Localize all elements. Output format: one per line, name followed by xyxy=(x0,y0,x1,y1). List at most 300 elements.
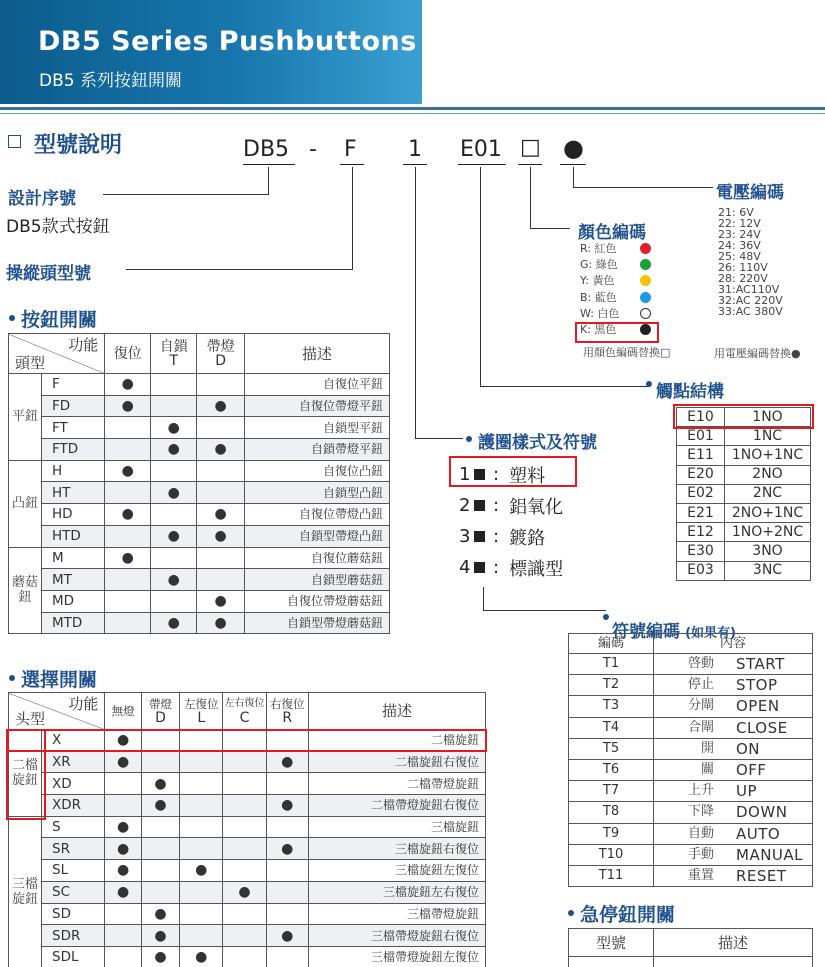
title-zh: DB5 系列按鈕開關 xyxy=(39,71,182,91)
header-col xyxy=(308,693,485,730)
row-mark xyxy=(223,903,266,925)
underline xyxy=(518,164,542,165)
contact-desc: 1NO+2NC xyxy=(725,523,811,542)
connector xyxy=(126,269,353,270)
voltage-item: 25: 48V xyxy=(718,250,761,263)
symbol-en: DOWN xyxy=(736,803,788,822)
row-code: MD xyxy=(42,590,105,612)
row-code: XDR xyxy=(42,795,105,817)
row-code: H xyxy=(42,460,105,482)
contact-desc: 3NC xyxy=(725,561,811,580)
color-item-label: K: 黑色 xyxy=(580,322,617,336)
row-code: SDL xyxy=(42,946,105,967)
row-desc: 二檔旋鈕右復位 xyxy=(308,751,485,773)
symbol-en: RESET xyxy=(736,866,787,885)
row-code: F xyxy=(42,374,105,396)
symbol-title-note: (如果有) xyxy=(685,626,736,641)
row-mark: ● xyxy=(105,816,141,838)
header-corner xyxy=(9,334,105,374)
connector xyxy=(573,167,574,188)
contact-table xyxy=(676,407,811,581)
row-mark: ● xyxy=(223,881,266,903)
row-mark xyxy=(223,751,266,773)
highlight-box xyxy=(449,456,577,487)
symbol-content xyxy=(654,738,813,759)
row-desc: 二檔帶燈旋鈕 xyxy=(308,773,485,795)
table-row xyxy=(569,717,813,738)
table-row xyxy=(569,865,813,886)
row-mark: ● xyxy=(151,417,197,439)
row-mark: ● xyxy=(197,612,245,634)
table-row xyxy=(677,446,811,465)
row-mark xyxy=(180,881,223,903)
row-desc: 自復位帶燈平鈕 xyxy=(245,395,390,417)
symbol-content xyxy=(654,865,813,886)
header-col-sub: R xyxy=(282,710,293,726)
table-row xyxy=(677,542,811,561)
voltage-item: 26: 110V xyxy=(718,261,768,274)
header-col xyxy=(151,334,197,374)
voltage-note: 用電壓編碼替換● xyxy=(714,347,801,360)
table-row xyxy=(9,525,390,547)
table-row xyxy=(9,374,390,396)
contact-code: E03 xyxy=(677,561,725,580)
row-code: XD xyxy=(42,773,105,795)
row-mark xyxy=(151,590,197,612)
row-mark: ● xyxy=(105,730,141,752)
symbol-content xyxy=(654,717,813,738)
contact-label: 觸點結構 xyxy=(656,382,724,402)
table-row xyxy=(9,460,390,482)
model-part-head: F xyxy=(344,137,357,162)
row-mark xyxy=(180,816,223,838)
row-desc: 三檔旋鈕左右復位 xyxy=(308,881,485,903)
row-mark xyxy=(105,590,151,612)
row-mark xyxy=(151,395,197,417)
contact-desc: 3NO xyxy=(725,542,811,561)
symbol-content xyxy=(654,823,813,844)
table-row xyxy=(9,946,486,967)
row-desc: 自鎖型帶燈蘑菇鈕 xyxy=(245,612,390,634)
connector xyxy=(415,438,463,439)
bullet-icon xyxy=(568,910,574,916)
row-mark xyxy=(105,925,141,947)
estop-col-model: 型號 xyxy=(569,929,654,957)
contact-code: E11 xyxy=(677,446,725,465)
table-row xyxy=(569,802,813,823)
symbol-content xyxy=(654,802,813,823)
color-dot-icon xyxy=(640,243,651,254)
voltage-item: 23: 24V xyxy=(718,228,761,241)
symbol-code: T1 xyxy=(569,654,654,675)
header-col-label: 右復位 xyxy=(270,697,305,711)
contact-code: E10 xyxy=(677,408,725,427)
header-type: 頭型 xyxy=(15,354,46,372)
row-mark xyxy=(223,773,266,795)
symbol-content xyxy=(654,844,813,865)
group-label-text: 二檔旋鈕 xyxy=(11,757,38,788)
connector xyxy=(103,194,269,195)
header-type: 头型 xyxy=(15,710,46,728)
symbol-zh: 手動 xyxy=(687,846,714,862)
row-desc: 自復位帶燈凸鈕 xyxy=(245,504,390,526)
row-mark: ● xyxy=(180,860,223,882)
row-mark: ● xyxy=(105,395,151,417)
table-row xyxy=(677,484,811,503)
connector xyxy=(268,167,269,195)
row-mark xyxy=(266,860,308,882)
row-mark: ● xyxy=(141,773,179,795)
color-item xyxy=(580,257,660,273)
header-col-sub: D xyxy=(155,710,166,726)
row-mark: ● xyxy=(105,374,151,396)
table-row xyxy=(9,547,390,569)
bezel-num: 3 xyxy=(459,526,471,547)
underline xyxy=(458,164,506,165)
row-mark xyxy=(266,773,308,795)
symbol-zh: 開 xyxy=(700,740,714,756)
row-mark xyxy=(105,795,141,817)
bezel-text: 標識型 xyxy=(509,558,564,580)
row-desc: 自復位平鈕 xyxy=(245,374,390,396)
symbol-col-code: 編碼 xyxy=(569,634,654,654)
row-mark xyxy=(180,838,223,860)
bezel-sep: : xyxy=(493,495,500,516)
group-label xyxy=(9,460,42,547)
design-series-desc: DB5款式按鈕 xyxy=(6,217,110,237)
row-mark xyxy=(141,881,179,903)
row-mark xyxy=(105,482,151,504)
row-mark xyxy=(105,569,151,591)
voltage-item: 22: 12V xyxy=(718,217,761,230)
color-dot-icon xyxy=(640,275,651,286)
contact-desc: 2NC xyxy=(725,484,811,503)
row-mark xyxy=(197,374,245,396)
table-row xyxy=(9,903,486,925)
group-label xyxy=(9,547,42,634)
estop-cell xyxy=(654,957,813,967)
header-func: 功能 xyxy=(68,336,99,354)
divider xyxy=(0,113,825,114)
table-row xyxy=(677,523,811,542)
row-mark xyxy=(223,838,266,860)
row-mark xyxy=(105,439,151,461)
row-code: HD xyxy=(42,504,105,526)
title-en: DB5 Series Pushbuttons xyxy=(38,26,417,57)
table-row xyxy=(9,795,486,817)
row-mark xyxy=(197,482,245,504)
model-part-contact: E01 xyxy=(460,137,502,162)
symbol-zh: 啓動 xyxy=(687,656,714,671)
row-desc: 三檔旋鈕 xyxy=(308,816,485,838)
row-mark: ● xyxy=(141,795,179,817)
connector xyxy=(573,187,713,188)
table-row xyxy=(569,759,813,780)
row-mark: ● xyxy=(105,860,141,882)
underline xyxy=(560,164,586,165)
table-row xyxy=(9,860,486,882)
header-col-label: 描述 xyxy=(381,702,412,720)
table-row xyxy=(9,439,390,461)
row-mark: ● xyxy=(105,504,151,526)
table-row xyxy=(569,781,813,802)
table-row xyxy=(677,465,811,484)
table-row xyxy=(9,504,390,526)
bezel-text: 塑料 xyxy=(509,465,546,487)
header-corner xyxy=(9,693,105,730)
symbol-zh: 停止 xyxy=(687,677,714,693)
divider xyxy=(0,107,825,110)
symbol-code: T3 xyxy=(569,696,654,717)
symbol-en: CLOSE xyxy=(736,718,788,737)
header-col xyxy=(180,693,223,730)
table-row xyxy=(569,696,813,717)
row-desc: 二檔帶燈旋鈕右復位 xyxy=(308,795,485,817)
symbol-code: T6 xyxy=(569,759,654,780)
table-row xyxy=(9,838,486,860)
header-func: 功能 xyxy=(68,695,99,713)
symbol-code: T9 xyxy=(569,823,654,844)
color-item xyxy=(580,241,660,257)
connector xyxy=(480,386,650,387)
row-desc: 三檔帶燈旋鈕右復位 xyxy=(308,925,485,947)
symbol-zh: 自動 xyxy=(687,825,714,841)
table-row xyxy=(569,738,813,759)
connector xyxy=(530,167,531,229)
header-col-sub: L xyxy=(197,710,206,726)
bullet-icon xyxy=(9,675,15,681)
bullet-icon xyxy=(646,381,652,387)
bullet-icon xyxy=(466,436,472,442)
bezel-square-icon xyxy=(474,500,485,511)
row-mark xyxy=(180,925,223,947)
row-mark xyxy=(141,860,179,882)
color-dot-icon xyxy=(640,259,651,270)
row-mark: ● xyxy=(266,838,308,860)
row-code: SDR xyxy=(42,925,105,947)
table-row xyxy=(677,503,811,522)
contact-desc: 1NC xyxy=(725,427,811,446)
voltage-item: 24: 36V xyxy=(718,239,761,252)
row-code: MT xyxy=(42,569,105,591)
row-code: X xyxy=(42,730,105,752)
model-part-bezel: 1 xyxy=(408,137,422,162)
row-mark: ● xyxy=(141,903,179,925)
row-mark xyxy=(141,838,179,860)
row-mark xyxy=(151,460,197,482)
bezel-sep: : xyxy=(493,557,500,578)
underline xyxy=(243,164,295,165)
row-desc: 自鎖帶燈平鈕 xyxy=(245,439,390,461)
header-col-label: 復位 xyxy=(113,345,142,362)
checkbox-icon xyxy=(8,135,21,148)
symbol-col-content: 內容 xyxy=(654,634,813,654)
row-code: XR xyxy=(42,751,105,773)
row-mark: ● xyxy=(197,590,245,612)
table-row xyxy=(9,881,486,903)
row-mark xyxy=(180,903,223,925)
table-row xyxy=(9,773,486,795)
row-mark xyxy=(223,795,266,817)
table-header xyxy=(9,693,486,730)
row-mark xyxy=(105,612,151,634)
color-item xyxy=(580,290,660,306)
row-mark xyxy=(197,460,245,482)
row-code: S xyxy=(42,816,105,838)
header-col-sub: D xyxy=(215,352,227,369)
estop-title: 急停鈕開關 xyxy=(580,904,676,926)
bezel-item xyxy=(459,552,563,583)
selector-title: 選擇開關 xyxy=(21,669,98,691)
color-item-label: W: 白色 xyxy=(580,306,620,320)
symbol-zh: 上升 xyxy=(687,783,714,799)
header-col xyxy=(266,693,308,730)
color-dot-icon xyxy=(640,308,651,319)
group-label-text: 三檔旋鈕 xyxy=(11,877,38,908)
row-mark: ● xyxy=(105,751,141,773)
contact-code: E12 xyxy=(677,523,725,542)
bezel-square-icon xyxy=(474,531,485,542)
color-item xyxy=(580,306,660,322)
table-row xyxy=(569,675,813,696)
row-mark: ● xyxy=(266,795,308,817)
symbol-en: UP xyxy=(736,782,758,801)
symbol-en: ON xyxy=(736,739,761,758)
row-mark: ● xyxy=(266,751,308,773)
model-section-title: 型號說明 xyxy=(34,133,123,158)
row-code: SL xyxy=(42,860,105,882)
symbol-zh: 重置 xyxy=(687,867,714,883)
color-item xyxy=(580,273,660,289)
row-desc: 自鎖型凸鈕 xyxy=(245,482,390,504)
color-item-label: R: 紅色 xyxy=(580,242,617,255)
table-header xyxy=(569,634,813,654)
header-col xyxy=(245,334,390,374)
pushbutton-title: 按鈕開關 xyxy=(21,309,98,331)
symbol-en: START xyxy=(736,655,785,673)
symbol-table xyxy=(568,633,813,887)
contact-code: E02 xyxy=(677,484,725,503)
table-row xyxy=(9,395,390,417)
voltage-item: 31:AC110V xyxy=(718,283,780,296)
bezel-num: 2 xyxy=(459,495,471,516)
row-mark: ● xyxy=(197,439,245,461)
row-mark xyxy=(105,417,151,439)
estop-cell xyxy=(569,957,654,967)
bezel-sep: : xyxy=(493,526,500,547)
symbol-en: MANUAL xyxy=(736,845,804,864)
symbol-en: OPEN xyxy=(736,697,780,716)
color-item-label: B: 藍色 xyxy=(580,290,617,304)
row-mark: ● xyxy=(266,925,308,947)
highlight-box xyxy=(6,729,46,820)
bezel-label: 護圈樣式及符號 xyxy=(478,433,597,453)
bullet-icon xyxy=(9,315,15,321)
model-part-series: DB5 xyxy=(243,137,290,162)
symbol-content xyxy=(654,781,813,802)
row-mark xyxy=(151,504,197,526)
row-code: MTD xyxy=(42,612,105,634)
row-mark xyxy=(151,374,197,396)
symbol-code: T4 xyxy=(569,717,654,738)
row-mark: ● xyxy=(151,525,197,547)
table-row xyxy=(9,482,390,504)
bullet-icon xyxy=(603,614,609,620)
row-code: SD xyxy=(42,903,105,925)
contact-desc: 2NO+1NC xyxy=(725,503,811,522)
row-desc: 三檔旋鈕左復位 xyxy=(308,860,485,882)
row-mark xyxy=(266,816,308,838)
row-mark xyxy=(151,547,197,569)
contact-desc: 1NO xyxy=(725,408,811,427)
symbol-code: T11 xyxy=(569,865,654,886)
row-mark: ● xyxy=(197,395,245,417)
symbol-content xyxy=(654,675,813,696)
table-row xyxy=(9,612,390,634)
color-dot-icon xyxy=(640,292,651,303)
voltage-item: 33:AC 380V xyxy=(718,305,783,318)
group-label-text: 凸鈕 xyxy=(11,496,38,512)
table-row xyxy=(9,816,486,838)
row-code: SC xyxy=(42,881,105,903)
design-series-label: 設計序號 xyxy=(8,189,76,209)
bezel-text: 鍍鉻 xyxy=(509,527,546,549)
header-col-sub: T xyxy=(169,352,178,369)
symbol-zh: 分閘 xyxy=(687,698,714,714)
header-col-label: 左右復位 xyxy=(224,698,265,709)
row-desc: 自復位帶燈蘑菇鈕 xyxy=(245,590,390,612)
table-row xyxy=(9,925,486,947)
group-label xyxy=(9,374,42,461)
row-mark: ● xyxy=(180,946,223,967)
connector xyxy=(483,610,606,611)
table-row xyxy=(677,561,811,580)
row-mark: ● xyxy=(151,612,197,634)
row-mark xyxy=(197,547,245,569)
connector xyxy=(415,167,416,439)
row-desc: 二檔旋鈕 xyxy=(308,730,485,752)
symbol-content xyxy=(654,759,813,780)
row-mark xyxy=(105,525,151,547)
bezel-text: 鋁氧化 xyxy=(509,496,564,518)
header-col-label: 左復位 xyxy=(184,697,219,711)
contact-desc: 1NO+1NC xyxy=(725,446,811,465)
row-code: SR xyxy=(42,838,105,860)
row-mark xyxy=(105,946,141,967)
row-desc: 三檔帶燈旋鈕 xyxy=(308,903,485,925)
row-mark: ● xyxy=(105,460,151,482)
row-desc: 自鎖型帶燈凸鈕 xyxy=(245,525,390,547)
voltage-item: 32:AC 220V xyxy=(718,294,783,307)
group-label-text: 平鈕 xyxy=(11,409,38,425)
row-mark xyxy=(266,903,308,925)
row-code: HT xyxy=(42,482,105,504)
row-mark: ● xyxy=(105,547,151,569)
row-desc: 自復位凸鈕 xyxy=(245,460,390,482)
highlight-box xyxy=(673,404,814,429)
header-col xyxy=(141,693,179,730)
row-mark xyxy=(141,816,179,838)
row-mark: ● xyxy=(105,838,141,860)
table-row xyxy=(569,823,813,844)
model-part-voltage: ● xyxy=(563,134,584,162)
symbol-zh: 下降 xyxy=(687,804,714,820)
row-code: FD xyxy=(42,395,105,417)
header-col-label: 帶燈 xyxy=(206,338,235,355)
row-mark xyxy=(197,569,245,591)
contact-code: E01 xyxy=(677,427,725,446)
estop-col-desc: 描述 xyxy=(654,929,813,957)
